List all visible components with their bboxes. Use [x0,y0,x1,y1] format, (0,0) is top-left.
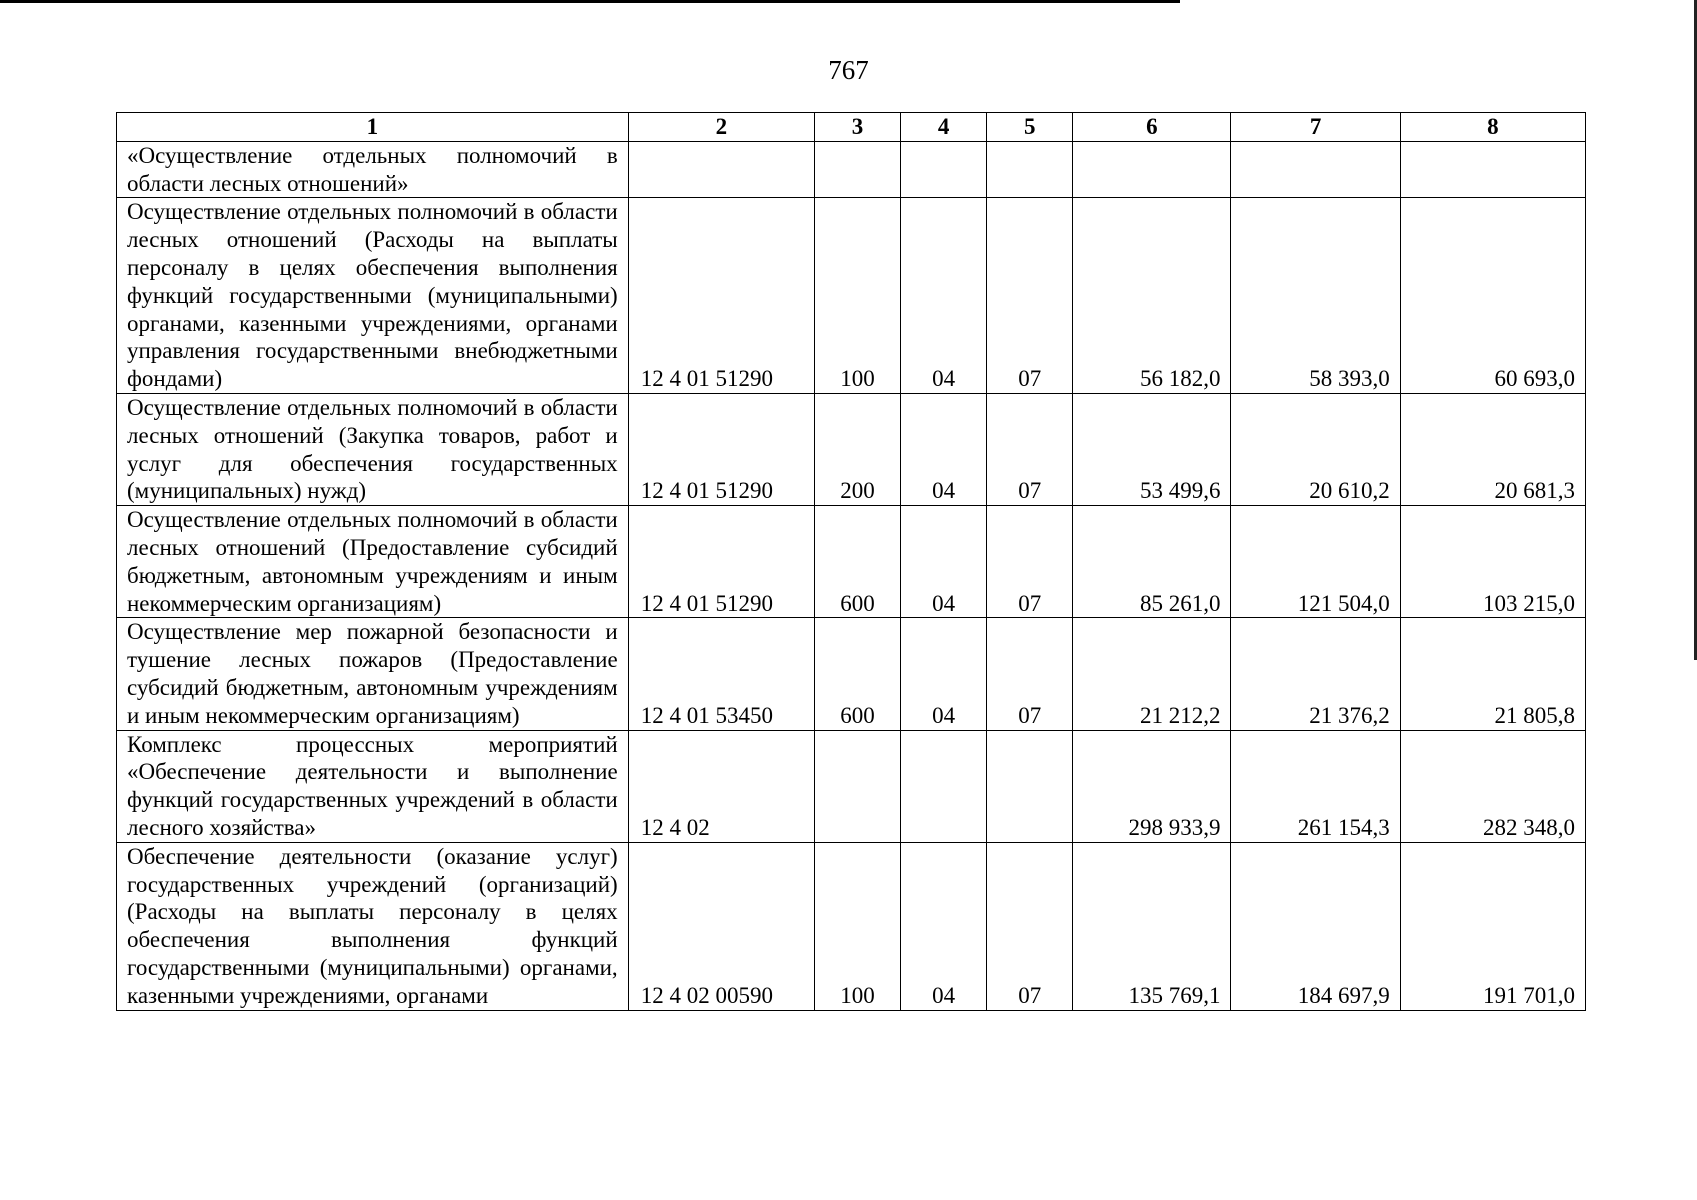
top-edge-rule [0,0,1180,3]
row-col8 [1400,141,1585,198]
row-col6: 85 261,0 [1073,506,1231,618]
row-col5 [987,141,1073,198]
row-col7 [1231,141,1400,198]
header-cell: 3 [814,113,900,142]
row-description: Осуществление мер пожарной безопасности и тушение лесных пожаров (Предоставление субсидий бюджетным, автономным учреждениям и иным некоммерческим организациям) [117,618,629,730]
row-col7: 21 376,2 [1231,618,1400,730]
row-code: 12 4 02 [628,730,814,842]
row-col7: 261 154,3 [1231,730,1400,842]
row-description: Осуществление отдельных полномочий в области лесных отношений (Расходы на выплаты персоналу в целях обеспечения выполнения функций государственными (муниципальными) органами, казенными учреждениями, органами управления государственными внебюджетными фондами) [117,198,629,394]
row-col8: 191 701,0 [1400,842,1585,1010]
row-col3: 200 [814,393,900,505]
row-col7: 184 697,9 [1231,842,1400,1010]
row-col6: 53 499,6 [1073,393,1231,505]
row-description: Осуществление отдельных полномочий в области лесных отношений (Закупка товаров, работ и услуг для обеспечения государственных (муниципальных) нужд) [117,393,629,505]
row-col5 [987,730,1073,842]
row-col8: 282 348,0 [1400,730,1585,842]
row-col3: 100 [814,842,900,1010]
row-col4 [901,141,987,198]
row-col5: 07 [987,198,1073,394]
header-cell: 5 [987,113,1073,142]
row-col6 [1073,141,1231,198]
row-col4: 04 [901,506,987,618]
row-description: Обеспечение деятельности (оказание услуг) государственных учреждений (организаций) (Расходы на выплаты персоналу в целях обеспечения выполнения функций государственными (муниципальными) органами, казенными учреждениями, органами [117,842,629,1010]
row-code: 12 4 01 51290 [628,198,814,394]
row-col3: 100 [814,198,900,394]
row-col4: 04 [901,618,987,730]
table-row [117,618,1586,730]
table-row [117,198,1586,394]
table-row [117,730,1586,842]
header-cell: 6 [1073,113,1231,142]
row-col8: 21 805,8 [1400,618,1585,730]
row-col4: 04 [901,198,987,394]
row-code [628,141,814,198]
row-col8: 20 681,3 [1400,393,1585,505]
row-col6: 21 212,2 [1073,618,1231,730]
row-description: «Осуществление отдельных полномочий в области лесных отношений» [117,141,629,198]
row-code: 12 4 01 53450 [628,618,814,730]
budget-table [116,112,1586,1011]
row-col5: 07 [987,506,1073,618]
header-cell: 1 [117,113,629,142]
row-col3 [814,141,900,198]
header-cell: 4 [901,113,987,142]
page-number: 767 [828,55,869,85]
row-col4: 04 [901,842,987,1010]
row-description: Комплекс процессных мероприятий «Обеспечение деятельности и выполнение функций государственных учреждений в области лесного хозяйства» [117,730,629,842]
row-description: Осуществление отдельных полномочий в области лесных отношений (Предоставление субсидий бюджетным, автономным учреждениям и иным некоммерческим организациям) [117,506,629,618]
row-col8: 103 215,0 [1400,506,1585,618]
table-row [117,842,1586,1010]
row-col6: 56 182,0 [1073,198,1231,394]
table-header-row [117,113,1586,142]
row-col7: 58 393,0 [1231,198,1400,394]
table-row [117,506,1586,618]
row-col3: 600 [814,506,900,618]
row-col5: 07 [987,618,1073,730]
row-code: 12 4 02 00590 [628,842,814,1010]
row-code: 12 4 01 51290 [628,393,814,505]
header-cell: 7 [1231,113,1400,142]
row-col3 [814,730,900,842]
header-cell: 2 [628,113,814,142]
row-col7: 20 610,2 [1231,393,1400,505]
row-col5: 07 [987,393,1073,505]
row-col3: 600 [814,618,900,730]
row-col5: 07 [987,842,1073,1010]
row-col6: 135 769,1 [1073,842,1231,1010]
row-col4 [901,730,987,842]
row-col7: 121 504,0 [1231,506,1400,618]
header-cell: 8 [1400,113,1585,142]
row-col4: 04 [901,393,987,505]
table-row [117,141,1586,198]
row-code: 12 4 01 51290 [628,506,814,618]
table-row [117,393,1586,505]
row-col8: 60 693,0 [1400,198,1585,394]
row-col6: 298 933,9 [1073,730,1231,842]
